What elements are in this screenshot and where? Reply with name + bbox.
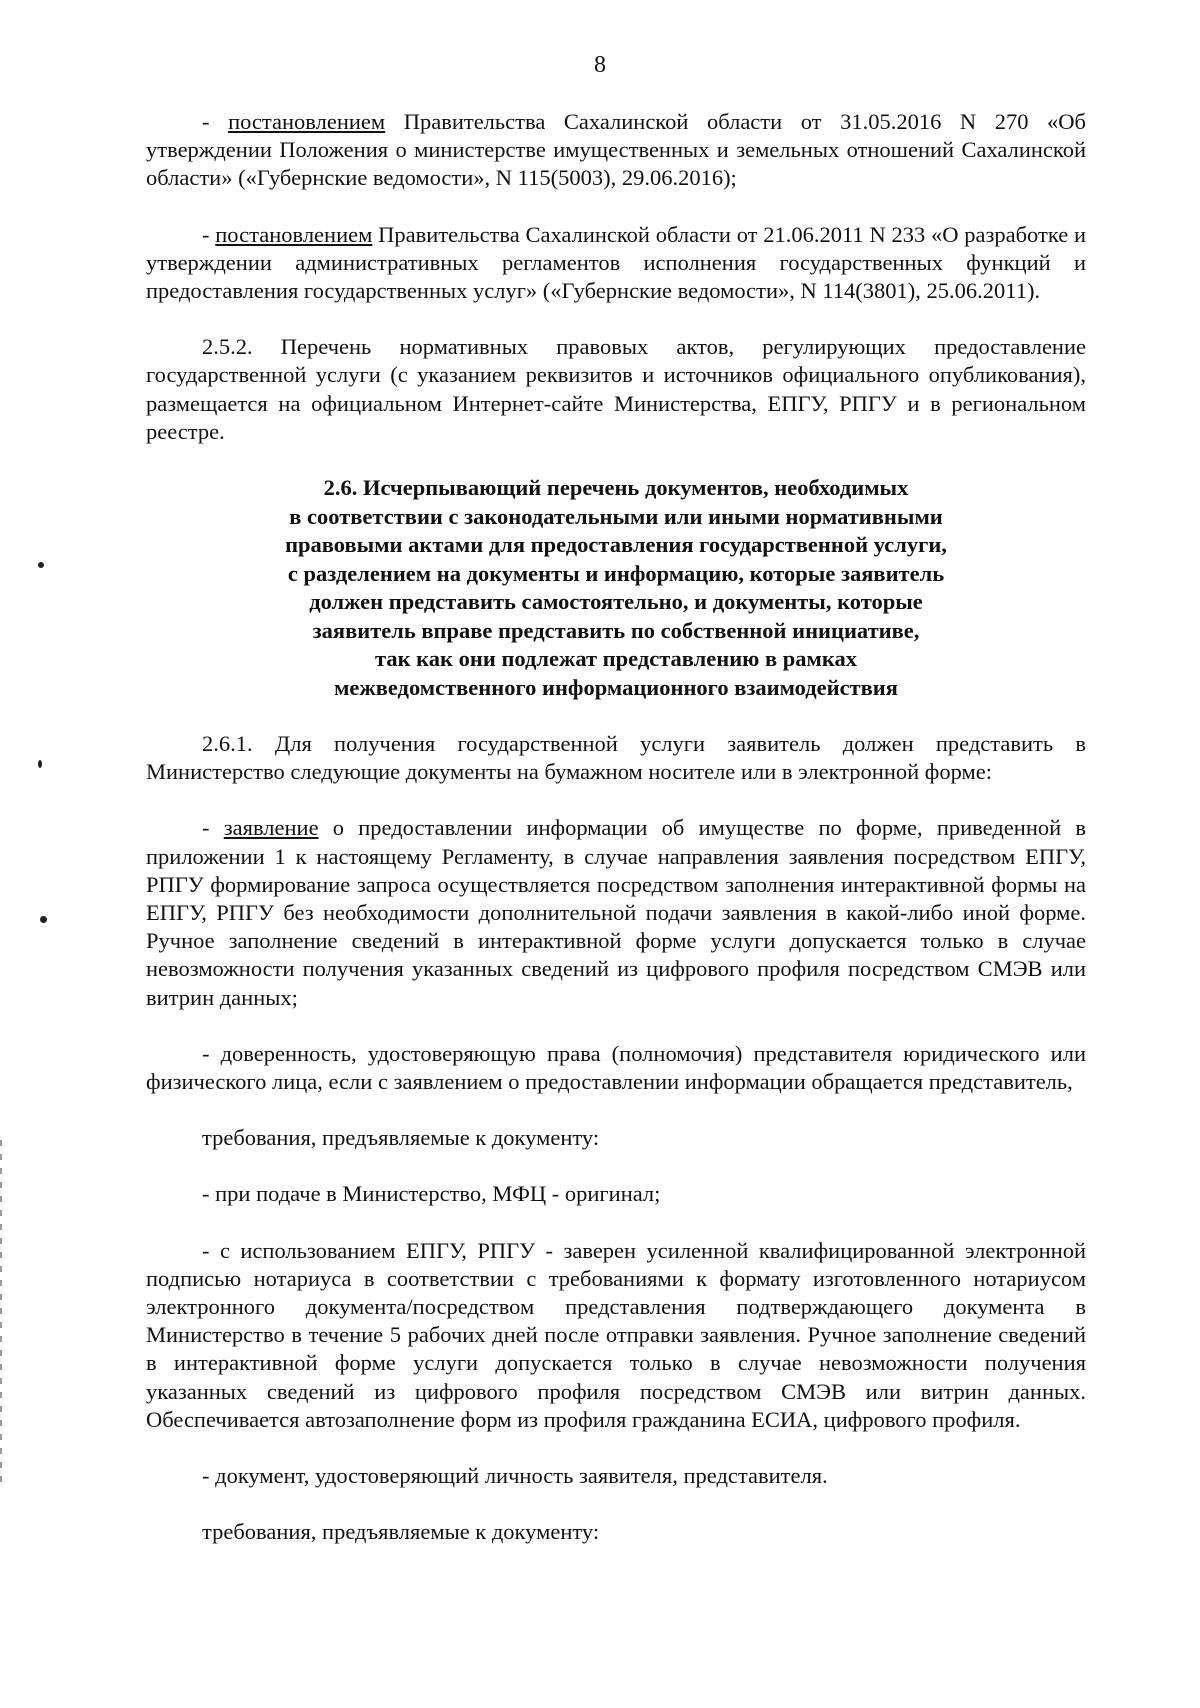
paragraph-text: Правительства Сахалинской области от 21.06.2011 N 233 «О разработке и утверждении административных регламентов исполнения государственных функций и предоставления государственных услуг» («Губернские ведомости», N 114(3801), 25.06.2011). [146, 221, 1086, 304]
paragraph-prefix: - [202, 221, 216, 247]
paragraph-identity-document [146, 1462, 1086, 1490]
heading-line: заявитель вправе представить по собственной инициативе, [312, 617, 920, 643]
heading-line: должен представить самостоятельно, и документы, которые [309, 589, 923, 615]
paragraph-power-of-attorney [146, 1040, 1086, 1096]
paragraph-epgu-signature [146, 1237, 1086, 1434]
resolution-link[interactable]: постановлением [215, 221, 373, 247]
paragraph-application [146, 814, 1086, 1011]
paragraph-2-5-2 [146, 333, 1086, 446]
paragraph-text: требования, предъявляемые к документу: [202, 1125, 600, 1151]
paragraph-resolution-270 [146, 108, 1086, 193]
section-heading-2-6 [146, 474, 1086, 702]
paragraph-text: - при подаче в Министерство, МФЦ - оригинал; [202, 1181, 661, 1207]
heading-line: правовыми актами для предоставления государственной услуги, [285, 532, 947, 558]
heading-line: так как они подлежат представлению в рамках [375, 646, 857, 672]
paragraph-prefix: - [202, 109, 229, 134]
heading-line: в соответствии с законодательными или иными нормативными [289, 503, 943, 529]
paragraph-resolution-233 [146, 221, 1086, 306]
paragraph-2-6-1 [146, 730, 1086, 786]
paragraph-text: - доверенность, удостоверяющую права (полномочия) представителя юридического или физического лица, если с заявлением о предоставлении информации обращается представитель, [146, 1040, 1086, 1095]
scan-speck [38, 760, 42, 768]
paragraph-text: Правительства Сахалинской области от 31.05.2016 N 270 «Об утверждении Положения о министерстве имущественных и земельных отношений Сахалинской области» («Губернские ведомости», N 115(5003), 29.06.2016); [146, 109, 1086, 191]
application-link[interactable]: заявление [223, 815, 319, 841]
heading-line: межведомственного информационного взаимодействия [334, 674, 898, 700]
scan-margin-mark [0, 1140, 2, 1490]
paragraph-requirements [146, 1124, 1086, 1152]
paragraph-text: требования, предъявляемые к документу: [202, 1519, 600, 1545]
resolution-link[interactable]: постановлением [228, 109, 386, 134]
paragraph-prefix: - [202, 815, 224, 841]
paragraph-text: о предоставлении информации об имуществе по форме, приведенной в приложении 1 к настоящему Регламенту, в случае направления заявления посредством ЕПГУ, РПГУ формирование запроса осуществляется посредством заполнения интерактивной формы на ЕПГУ, РПГУ без необходимости дополнительной подачи заявления в какой-либо иной форме. Ручное заполнение сведений в интерактивной форме услуги допускается только в случае невозможности получения указанных сведений из цифрового профиля посредством СМЭВ или витрин данных; [146, 815, 1086, 1010]
paragraph-text: - с использованием ЕПГУ, РПГУ - заверен усиленной квалифицированной электронной подписью нотариуса в соответствии с требованиями к формату изготовленного нотариусом электронного документа/посредством представления подтверждающего документа в Министерство в течение 5 рабочих дней после отправки заявления. Ручное заполнение сведений в интерактивной форме услуги допускается только в случае невозможности получения указанных сведений из цифрового профиля посредством СМЭВ или витрин данных. Обеспечивается автозаполнение форм из профиля гражданина ЕСИА, цифрового профиля. [146, 1237, 1086, 1432]
paragraph-text: 2.5.2. Перечень нормативных правовых актов, регулирующих предоставление государственной услуги (с указанием реквизитов и источников официального опубликования), размещается на официальном Интернет-сайте Министерства, ЕПГУ, РПГУ и в региональном реестре. [146, 334, 1086, 444]
paragraph-text: 2.6.1. Для получения государственной услуги заявитель должен представить в Министерство следующие документы на бумажном носителе или в электронной форме: [146, 731, 1086, 785]
document-body [146, 108, 1086, 1575]
page-number: 8 [594, 52, 606, 78]
heading-line: 2.6. Исчерпывающий перечень документов, необходимых [323, 475, 909, 501]
heading-line: с разделением на документы и информацию, которые заявитель [287, 560, 945, 586]
paragraph-original [146, 1180, 1086, 1208]
paragraph-text: - документ, удостоверяющий личность заявителя, представителя. [202, 1463, 828, 1489]
scan-speck [38, 562, 44, 568]
paragraph-requirements-2 [146, 1518, 1086, 1546]
scan-speck [40, 916, 47, 923]
